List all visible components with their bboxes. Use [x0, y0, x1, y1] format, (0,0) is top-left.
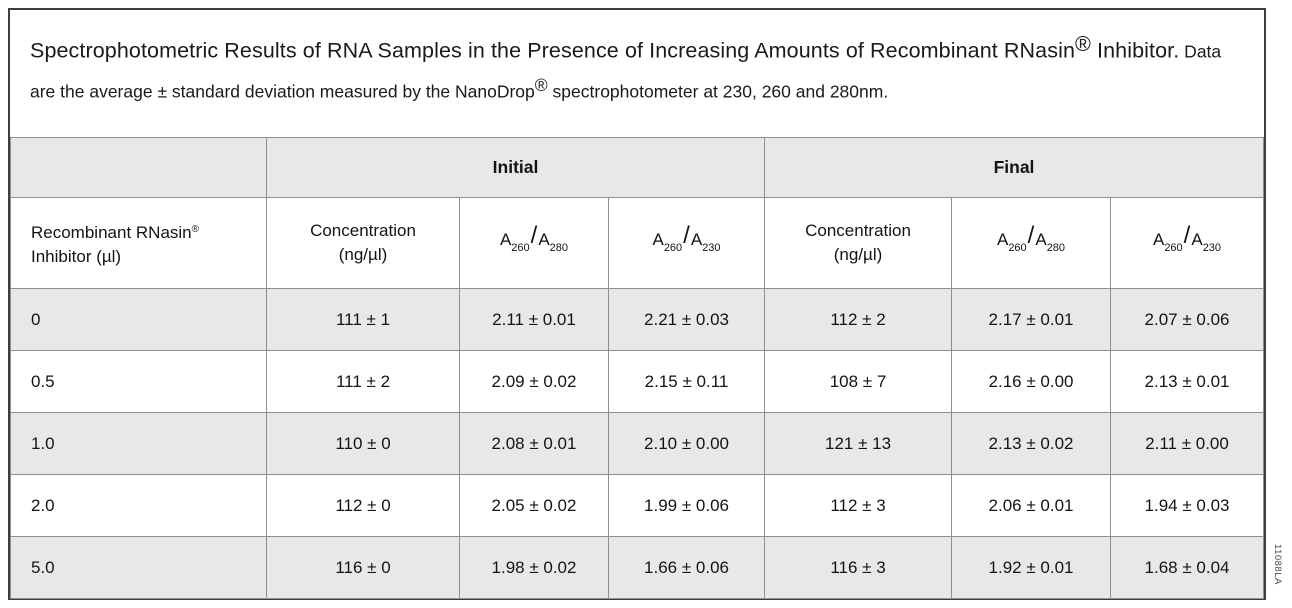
col-header-final-concentration: Concentration (ng/µl)	[765, 198, 952, 289]
table-row	[11, 537, 1264, 599]
cell-final-a260-a230: 2.07 ± 0.06	[1111, 289, 1264, 351]
col-header-final-a260-a230: $A_{260}/A_{230}$	[1111, 198, 1264, 289]
col-header-inhibitor-line1: Recombinant RNasin	[31, 222, 192, 242]
col-header-initial-concentration: Concentration (ng/µl)	[267, 198, 460, 289]
cell-final-a260-a230: 2.11 ± 0.00	[1111, 413, 1264, 475]
registered-trademark-symbol: ®	[534, 75, 548, 96]
cell-final-concentration: 116 ± 3	[765, 537, 952, 599]
table-row	[11, 289, 1264, 351]
cell-initial-a260-a230: 1.99 ± 0.06	[609, 475, 765, 537]
cell-initial-a260-a280: 2.08 ± 0.01	[460, 413, 609, 475]
col-header-final-a260-a280: $A_{260}/A_{280}$	[952, 198, 1111, 289]
cell-initial-concentration: 112 ± 0	[267, 475, 460, 537]
table-row	[11, 413, 1264, 475]
caption-description-part1: Data are the average ± standard deviation measured by the NanoDrop	[30, 41, 1222, 102]
table-row	[11, 351, 1264, 413]
cell-final-concentration: 112 ± 2	[765, 289, 952, 351]
figure-code: 11088LA	[1272, 544, 1283, 585]
cell-initial-a260-a230: 2.21 ± 0.03	[609, 289, 765, 351]
cell-final-a260-a280: 2.06 ± 0.01	[952, 475, 1111, 537]
cell-initial-a260-a230: 2.15 ± 0.11	[609, 351, 765, 413]
caption-description-part2: spectrophotometer at 230, 260 and 280nm.	[547, 81, 889, 102]
table-column-header-row	[11, 198, 1264, 289]
figure-caption	[10, 10, 1264, 137]
cell-final-concentration: 121 ± 13	[765, 413, 952, 475]
col-header-inhibitor-line2: Inhibitor (µl)	[31, 246, 122, 266]
cell-initial-concentration: 111 ± 2	[267, 351, 460, 413]
cell-final-concentration: 112 ± 3	[765, 475, 952, 537]
col-header-initial-a260-a230: $A_{260}/A_{230}$	[609, 198, 765, 289]
cell-final-a260-a280: 2.17 ± 0.01	[952, 289, 1111, 351]
table-group-header-row	[11, 138, 1264, 198]
results-table	[10, 137, 1264, 599]
cell-initial-a260-a230: 2.10 ± 0.00	[609, 413, 765, 475]
cell-initial-a260-a280: 2.11 ± 0.01	[460, 289, 609, 351]
cell-final-a260-a230: 1.94 ± 0.03	[1111, 475, 1264, 537]
cell-initial-a260-a280: 2.09 ± 0.02	[460, 351, 609, 413]
cell-final-a260-a280: 1.92 ± 0.01	[952, 537, 1111, 599]
cell-final-a260-a280: 2.13 ± 0.02	[952, 413, 1111, 475]
cell-inhibitor-volume: 0	[11, 289, 267, 351]
cell-inhibitor-volume: 0.5	[11, 351, 267, 413]
cell-initial-a260-a280: 1.98 ± 0.02	[460, 537, 609, 599]
cell-initial-a260-a280: 2.05 ± 0.02	[460, 475, 609, 537]
cell-final-a260-a280: 2.16 ± 0.00	[952, 351, 1111, 413]
cell-inhibitor-volume: 5.0	[11, 537, 267, 599]
cell-initial-a260-a230: 1.66 ± 0.06	[609, 537, 765, 599]
cell-initial-concentration: 110 ± 0	[267, 413, 460, 475]
registered-trademark-symbol: ®	[191, 223, 200, 235]
cell-final-concentration: 108 ± 7	[765, 351, 952, 413]
cell-initial-concentration: 116 ± 0	[267, 537, 460, 599]
registered-trademark-symbol: ®	[1075, 32, 1091, 56]
col-header-inhibitor	[11, 198, 267, 289]
figure-frame	[8, 8, 1266, 600]
caption-title-part1: Spectrophotometric Results of RNA Samples in the Presence of Increasing Amounts of Recombinant RNasin	[30, 38, 1075, 63]
cell-initial-concentration: 111 ± 1	[267, 289, 460, 351]
caption-title-part2: Inhibitor.	[1090, 38, 1180, 63]
cell-final-a260-a230: 1.68 ± 0.04	[1111, 537, 1264, 599]
col-header-initial-a260-a280: $A_{260}/A_{280}$	[460, 198, 609, 289]
corner-empty-cell	[11, 138, 267, 198]
group-header-final: Final	[765, 138, 1264, 198]
table-row	[11, 475, 1264, 537]
cell-inhibitor-volume: 2.0	[11, 475, 267, 537]
group-header-initial: Initial	[267, 138, 765, 198]
cell-final-a260-a230: 2.13 ± 0.01	[1111, 351, 1264, 413]
cell-inhibitor-volume: 1.0	[11, 413, 267, 475]
